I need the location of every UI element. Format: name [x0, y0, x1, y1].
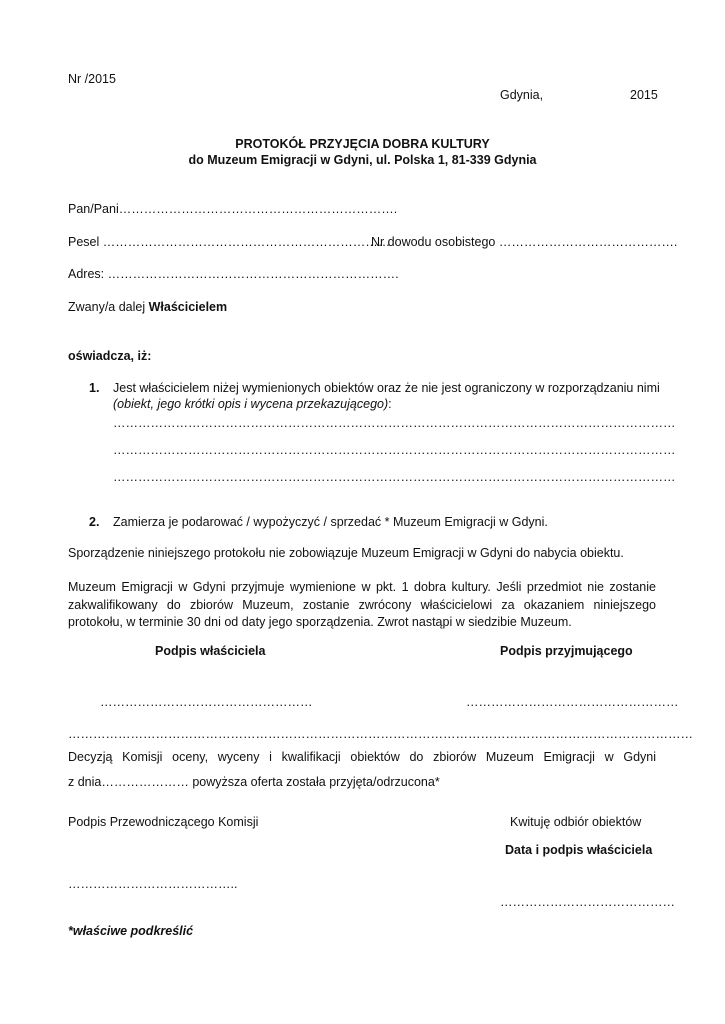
document-number: Nr /2015: [68, 72, 116, 86]
date-signature-label: Data i podpis właściciela: [505, 843, 653, 857]
owner-designation: [68, 300, 227, 315]
id-number-field: Nr dowodu osobistego …………………………………….: [371, 235, 678, 249]
receiver-signature-label: Podpis przyjmującego: [500, 644, 633, 658]
item-2-number: 2.: [89, 515, 100, 529]
receipt-label: Kwituję odbiór obiektów: [510, 815, 642, 829]
owner-date-signature-line: ……………………………………: [500, 895, 675, 909]
footnote: *właściwe podkreślić: [68, 924, 194, 938]
address-field: Adres: …………………………………………………………….: [68, 267, 399, 281]
owner-designation-prefix: Zwany/a dalej: [68, 300, 149, 314]
pesel-field: Pesel ……………………………………………………………: [68, 235, 391, 249]
item-1-italic: (obiekt, jego krótki opis i wycena przekazującego): [113, 397, 389, 411]
owner-designation-term: Właścicielem: [148, 300, 228, 314]
paragraph-acceptance: Muzeum Emigracji w Gdyni przyjmuje wymienione w pkt. 1 dobra kultury. Jeśli przedmiot nie zostanie zakwalifikowany do zbiorów Muzeum, zostanie zwrócony właścicielowi za okazaniem niniejszego protokołu, w terminie 30 dni od daty jego sporządzenia. Zwrot nastąpi w siedzibie Muzeum.: [68, 580, 656, 629]
chair-signature-label: Podpis Przewodniczącego Komisji: [68, 815, 259, 829]
document-subtitle: do Muzeum Emigracji w Gdyni, ul. Polska 1, 81-339 Gdynia: [188, 153, 537, 167]
commission-decision-line-2: z dnia………………… powyższa oferta została przyjęta/odrzucona*: [68, 775, 440, 789]
document-title: PROTOKÓŁ PRZYJĘCIA DOBRA KULTURY: [235, 137, 490, 151]
year-label: 2015: [630, 88, 658, 102]
item-1-number: 1.: [89, 381, 100, 395]
object-line-1: ………………………………………………………………………………………………………………………: [113, 416, 676, 430]
declaration-heading: oświadcza, iż:: [68, 349, 152, 363]
chair-signature-line: …………………………………..: [68, 877, 238, 891]
owner-signature-line: ……………………………………………: [100, 695, 313, 709]
name-field: Pan/Pani………………………………………………………….: [68, 202, 398, 216]
receiver-signature-line: ……………………………………………: [466, 695, 679, 709]
place-label: Gdynia,: [500, 88, 544, 102]
object-line-2: ………………………………………………………………………………………………………………………: [113, 443, 676, 457]
item-2-text: Zamierza je podarować / wypożyczyć / sprzedać * Muzeum Emigracji w Gdyni.: [113, 515, 548, 529]
item-1-subtext: [113, 397, 392, 412]
item-1-colon: :: [388, 397, 392, 411]
object-line-3: ………………………………………………………………………………………………………………………: [113, 470, 676, 484]
commission-decision-line-1: Decyzją Komisji oceny, wyceny i kwalifikacji obiektów do zbiorów Muzeum Emigracji w Gdyni: [68, 750, 656, 764]
separator-dotted-line: ……………………………………………………………………………………………………………………………………: [68, 727, 693, 741]
owner-signature-label: Podpis właściciela: [155, 644, 266, 658]
paragraph-no-obligation: Sporządzenie niniejszego protokołu nie zobowiązuje Muzeum Emigracji w Gdyni do nabycia obiektu.: [68, 546, 624, 560]
item-1-text: Jest właścicielem niżej wymienionych obiektów oraz że nie jest ograniczony w rozporządzaniu nimi: [113, 381, 660, 395]
